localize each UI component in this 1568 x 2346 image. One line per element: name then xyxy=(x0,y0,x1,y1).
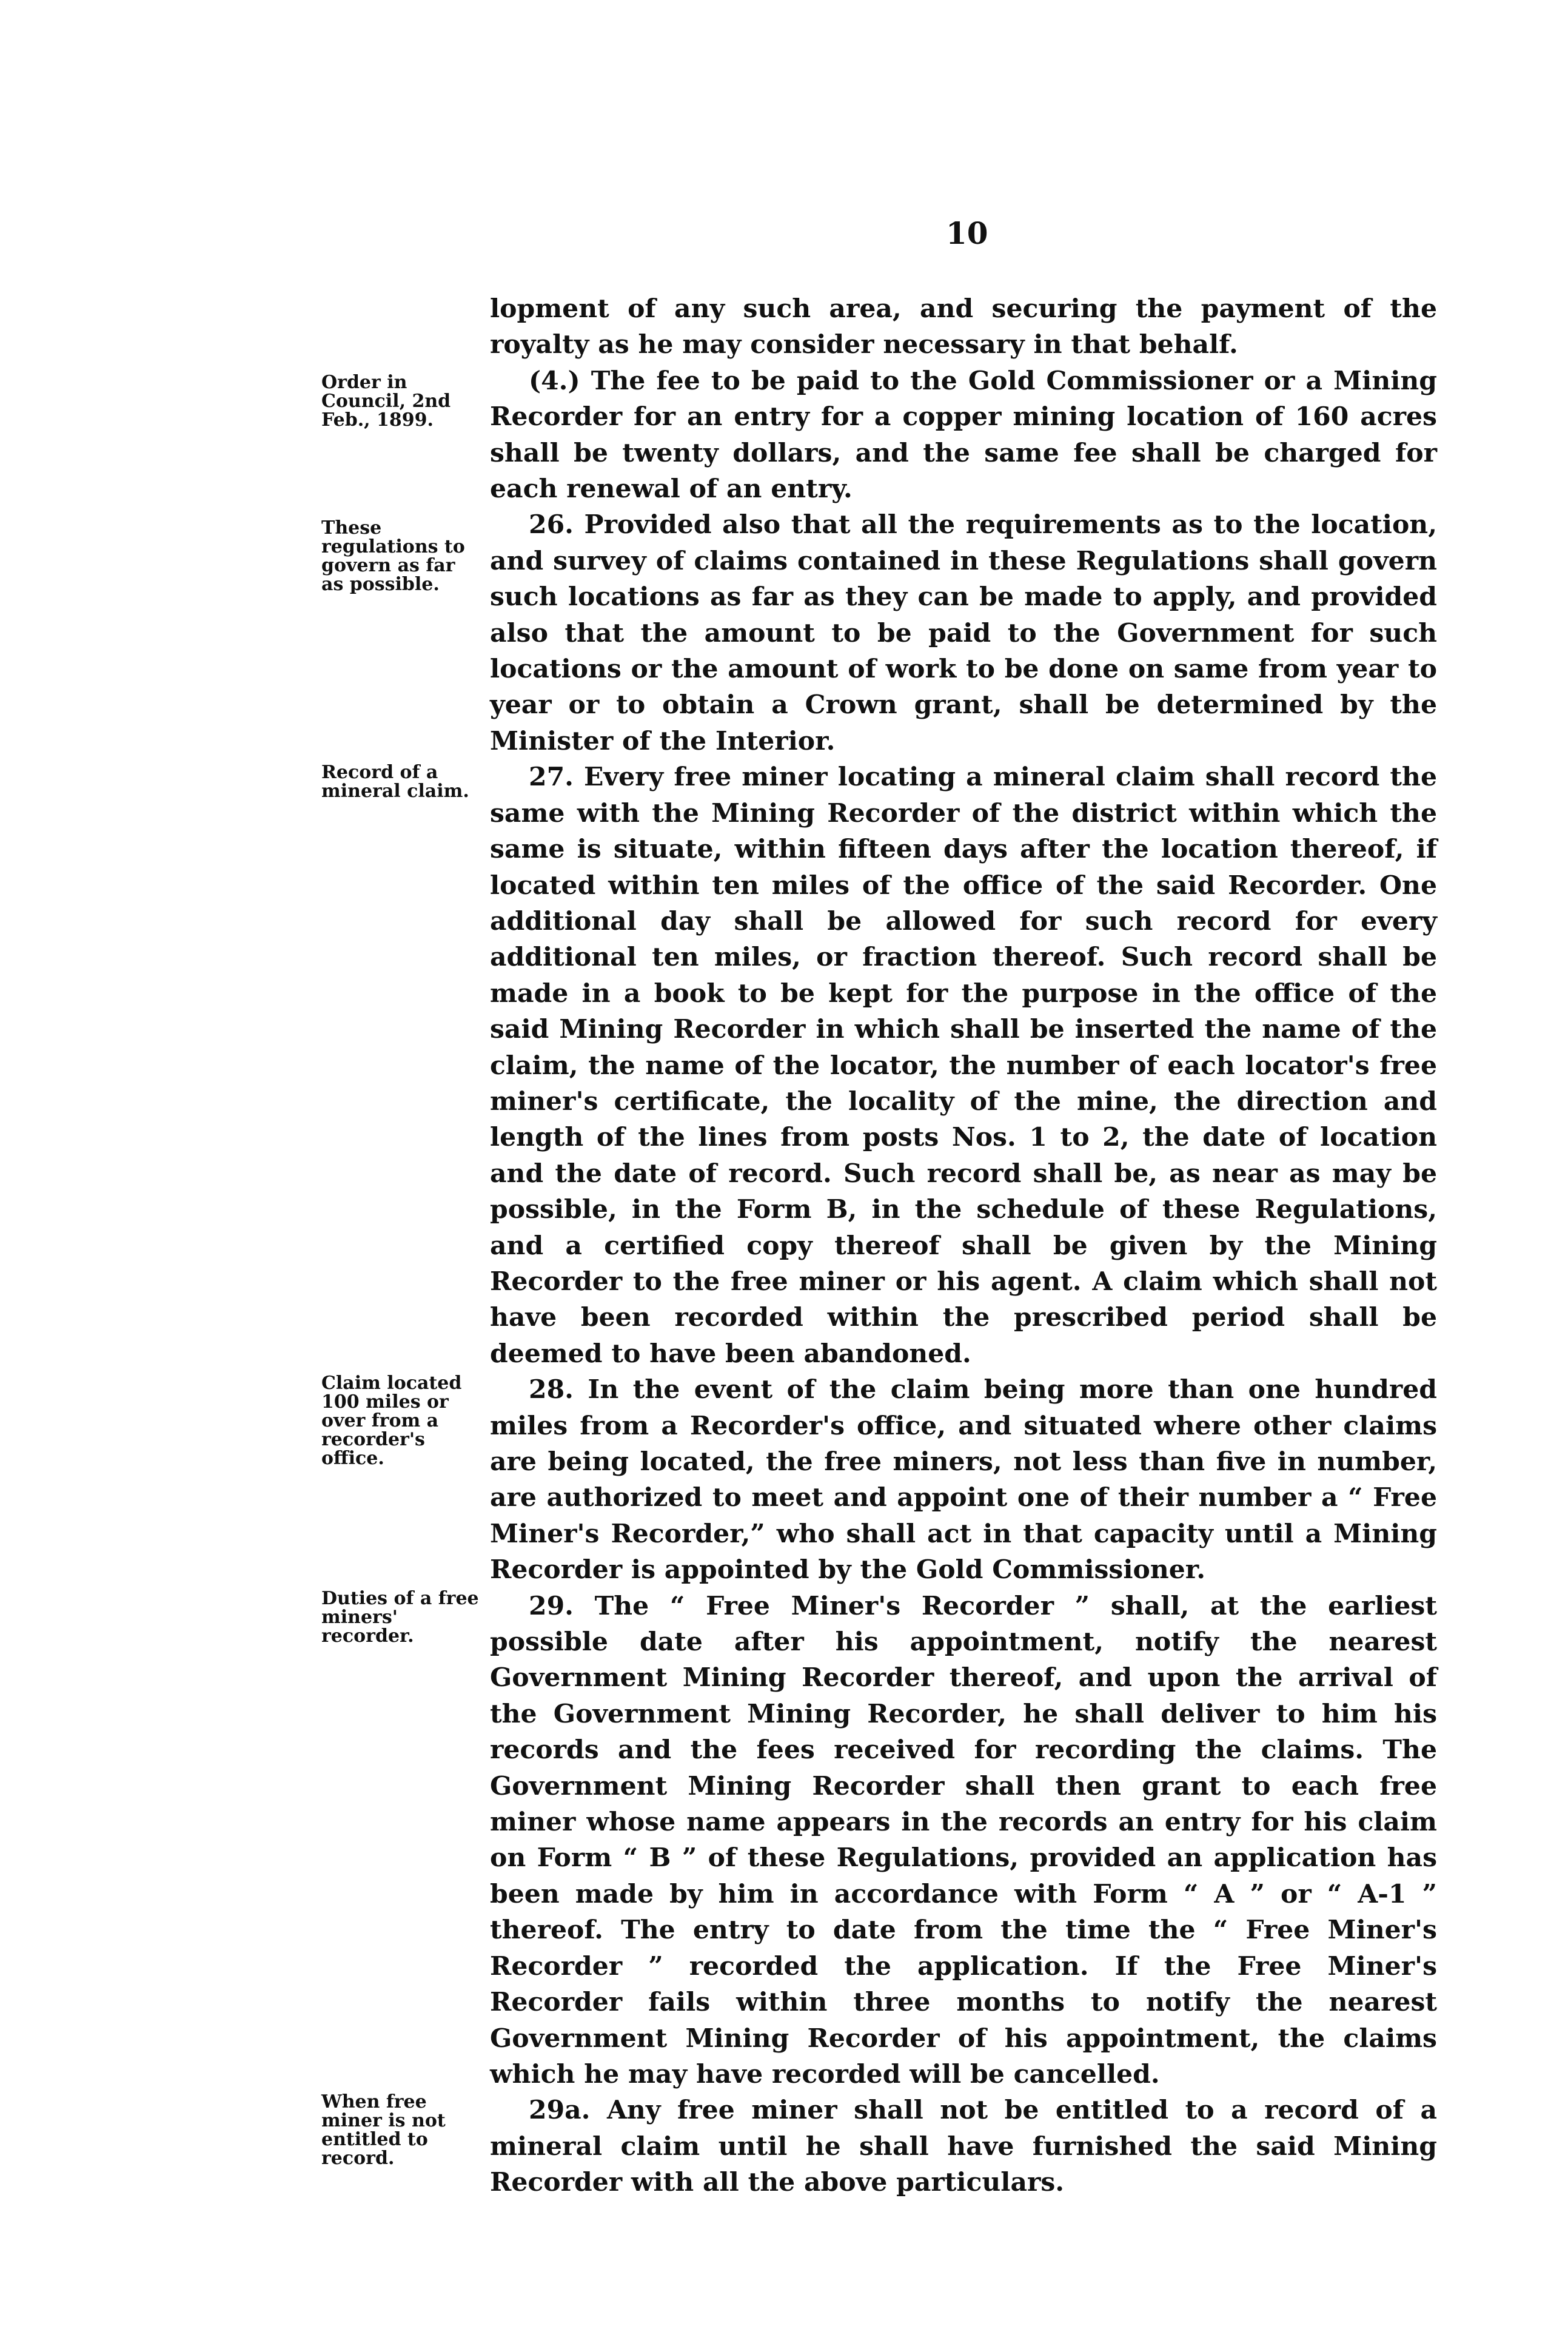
page-number: 10 xyxy=(946,215,988,251)
main-text xyxy=(490,291,1437,2201)
sidenote-regulations-govern: These regulations to govern as far as possible. xyxy=(321,517,465,595)
paragraph-continuation: lopment of any such area, and securing the payment of the royalty as he may consider necessary in that behalf. xyxy=(490,294,1437,360)
paragraph-27: 27. Every free miner locating a mineral claim shall record the same with the Mining Recorder of the district within which the same is situate, within fifteen days after the location thereof, if located within ten miles of the office of the said Recorder. One additional day shall be allowed for such record for every additional ten miles, or fraction thereof. Such record shall be made in a book to be kept for the purpose in the office of the said Mining Recorder in which shall be inserted the name of the claim, the name of the locator, the number of each locator's free miner's certificate, the locality of the mine, the direction and length of the lines from posts Nos. 1 to 2, the date of location and the date of record. Such record shall be, as near as may be possible, in the Form B, in the schedule of these Regulations, and a certified copy thereof shall be given by the Mining Recorder to the free miner or his agent. A claim which shall not have been recorded within the prescribed period shall be deemed to have been abandoned. xyxy=(490,762,1437,1369)
paragraph-26: 26. Provided also that all the requirements as to the location, and survey of claims contained in these Regulations shall govern such locations as far as they can be made to apply, and provided also that the amount to be paid to the Government for such locations or the amount of work to be done on same from year to year or to obtain a Crown grant, shall be determined by the Minister of the Interior. xyxy=(490,509,1437,756)
sidenote-order-in-council: Order in Council, 2nd Feb., 1899. xyxy=(321,372,451,431)
sidenote-record-mineral-claim: Record of a mineral claim. xyxy=(321,762,469,802)
sidenote-claim-located-100-miles: Claim located 100 miles or over from a recorder's office. xyxy=(321,1373,462,1469)
sidenote-duties-free-miners-recorder: Duties of a free miners' recorder. xyxy=(321,1588,479,1647)
paragraph-4: (4.) The fee to be paid to the Gold Commissioner or a Mining Recorder for an entry for a copper mining location of 160 acres shall be twenty dollars, and the same fee shall be charged for each renewal of an entry. xyxy=(490,365,1437,505)
paragraph-29a: 29a. Any free miner shall not be entitled to a record of a mineral claim until he shall have furnished the said Mining Recorder with all the above particulars. xyxy=(490,2095,1437,2198)
paragraph-29: 29. The “ Free Miner's Recorder ” shall, at the earliest possible date after his appointment, notify the nearest Government Mining Recorder thereof, and upon the arrival of the Government Mining Recorder, he shall deliver to him his records and the fees received for recording the claims. The Government Mining Recorder shall then grant to each free miner whose name appears in the records an entry for his claim on Form “ B ” of these Regulations, provided an application has been made by him in accordance with Form “ A ” or “ A-1 ” thereof. The entry to date from the time the “ Free Miner's Recorder ” recorded the application. If the Free Miner's Recorder fails within three months to notify the nearest Government Mining Recorder of his appointment, the claims which he may have recorded will be cancelled. xyxy=(490,1590,1437,2089)
sidenote-when-not-entitled: When free miner is not entitled to record. xyxy=(321,2091,446,2169)
paragraph-28: 28. In the event of the claim being more than one hundred miles from a Recorder's office, and situated where other claims are being located, the free miners, not less than five in number, are authorized to meet and appoint one of their number a “ Free Miner's Recorder,” who shall act in that capacity until a Mining Recorder is appointed by the Gold Commissioner. xyxy=(490,1374,1437,1585)
